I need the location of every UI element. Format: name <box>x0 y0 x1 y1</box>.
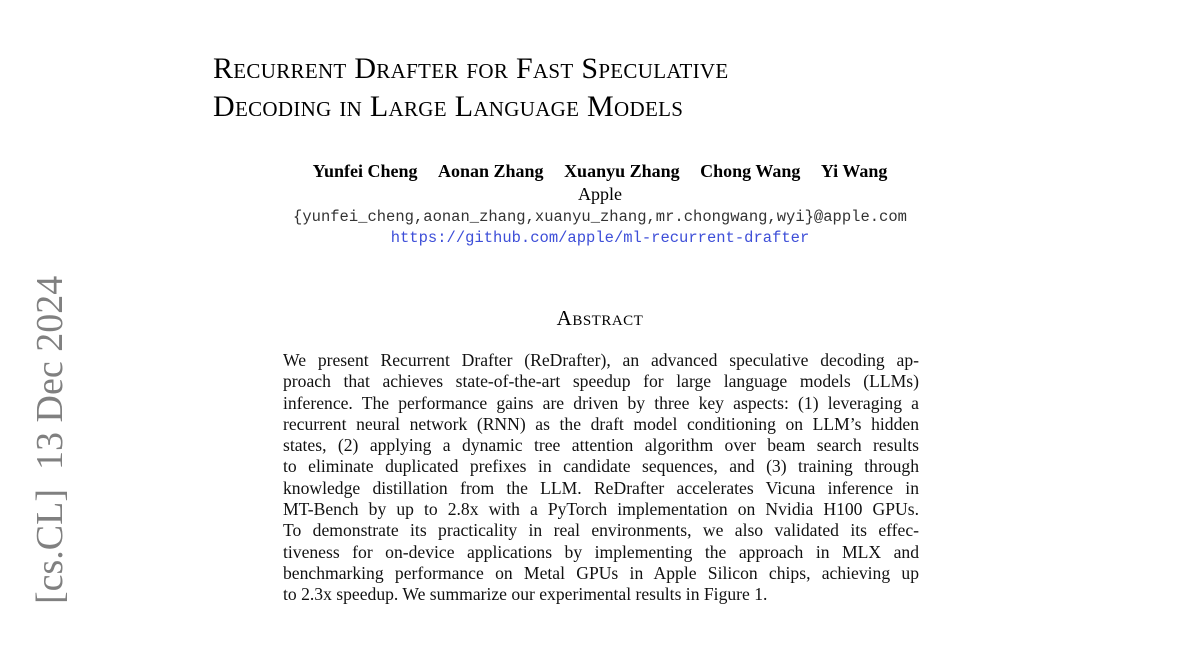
abstract-line: states, (2) applying a dynamic tree attention algorithm over beam search results <box>283 435 919 456</box>
abstract-heading: Abstract <box>556 306 644 330</box>
abstract-line: to 2.3x speedup. We summarize our experimental results in Figure 1. <box>283 584 768 605</box>
abstract-line: MT-Bench by up to 2.8x with a PyTorch implementation on Nvidia H100 GPUs. <box>283 499 919 520</box>
author-name: Xuanyu Zhang <box>564 161 680 181</box>
abstract-line: We present Recurrent Drafter (ReDrafter), an advanced speculative decoding ap- <box>283 350 919 370</box>
author-emails: {yunfei_cheng,aonan_zhang,xuanyu_zhang,mr.chongwang,wyi}@apple.com <box>293 208 907 226</box>
affiliation: Apple <box>578 184 622 204</box>
abstract-line: knowledge distillation from the LLM. ReDrafter accelerates Vicuna inference in <box>283 477 919 498</box>
paper-title-line-1: Recurrent Drafter for Fast Speculative <box>213 52 729 85</box>
abstract-line: benchmarking performance on Metal GPUs in Apple Silicon chips, achieving up <box>283 562 919 583</box>
arxiv-side-stamp <box>28 275 72 648</box>
author-name: Yi Wang <box>820 161 888 181</box>
paper-title-line-2: Decoding in Large Language Models <box>213 90 684 123</box>
author-name: Yunfei Cheng <box>312 161 418 181</box>
author-list <box>0 160 1200 182</box>
paper-title <box>213 50 973 126</box>
arxiv-category: [cs.CL] <box>29 488 71 604</box>
abstract-line: to eliminate duplicated prefixes in candidate sequences, and (3) training through <box>283 456 919 477</box>
author-name: Aonan Zhang <box>438 161 544 181</box>
abstract-line: To demonstrate its practicality in real environments, we also validated its effec- <box>283 520 919 541</box>
abstract-line: tiveness for on-device applications by implementing the approach in MLX and <box>283 541 919 562</box>
arxiv-date: 13 Dec 2024 <box>29 275 71 470</box>
abstract-line: inference. The performance gains are driven by three key aspects: (1) leveraging a <box>283 392 919 413</box>
abstract-line: recurrent neural network (RNN) as the draft model conditioning on LLM’s hidden <box>283 413 919 434</box>
abstract-line: proach that achieves state-of-the-art speedup for large language models (LLMs) <box>283 371 919 392</box>
author-name: Chong Wang <box>700 161 801 181</box>
repo-link[interactable]: https://github.com/apple/ml-recurrent-drafter <box>390 229 810 247</box>
abstract-body <box>283 350 919 606</box>
repo-link-container <box>0 228 1200 248</box>
